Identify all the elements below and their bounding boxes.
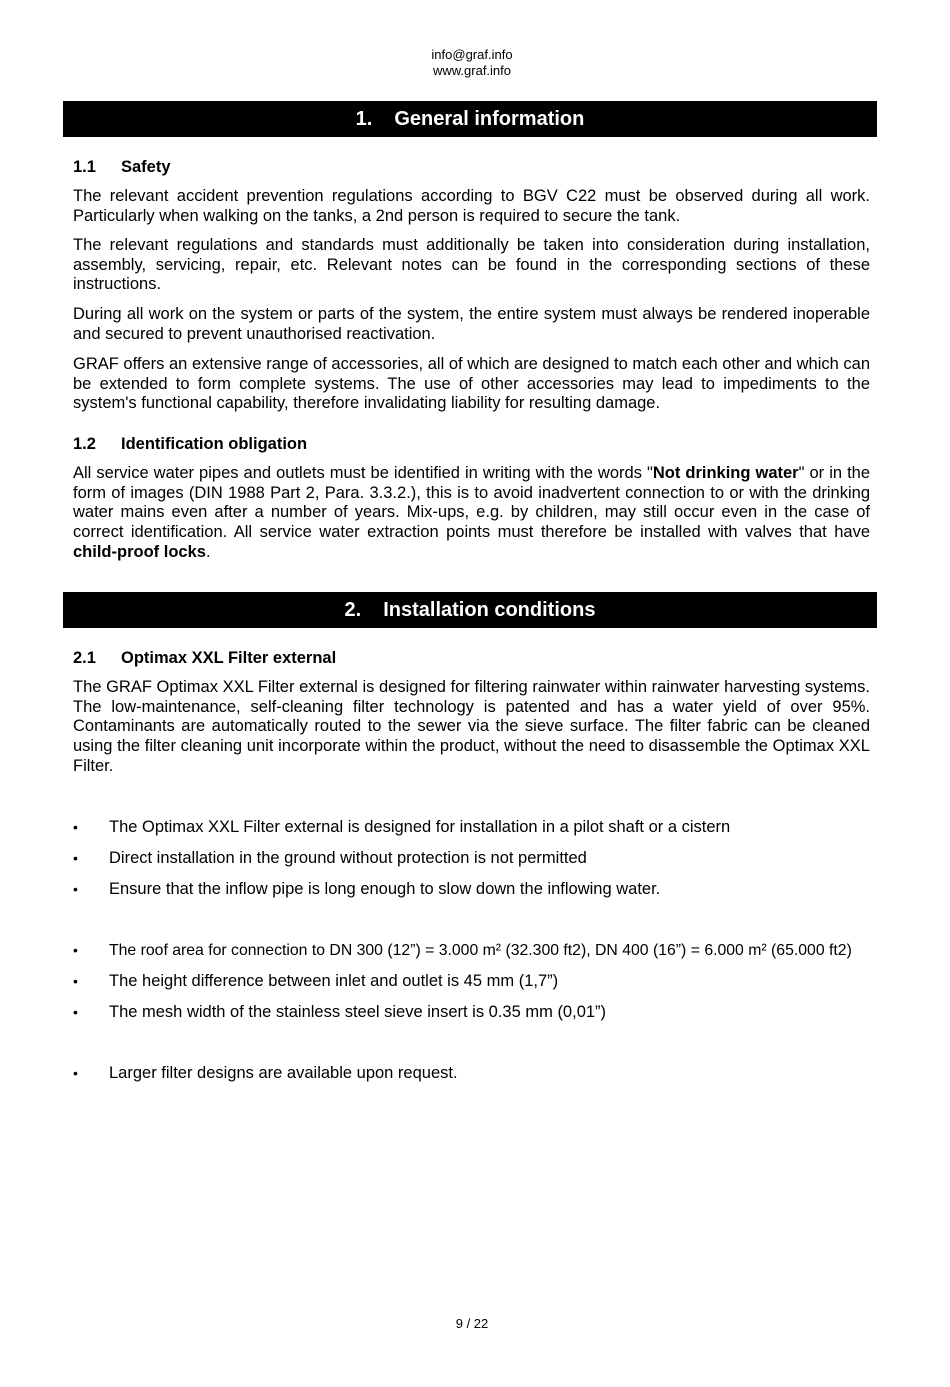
page-number: 9 / 22 (455, 1316, 489, 1331)
subheading-safety (73, 157, 171, 177)
header-website: www.graf.info (432, 63, 512, 78)
subheading-title: Optimax XXL Filter external (121, 649, 337, 667)
subheading-title: Safety (121, 158, 171, 176)
header-email: info@graf.info (431, 47, 513, 62)
list-item (73, 1063, 458, 1083)
subheading-title: Identification obligation (121, 435, 308, 453)
safety-paragraph-3: During all work on the system or parts of the system, the entire system must always be rendered inoperable and secured to prevent unauthorised reactivation. (73, 305, 870, 343)
subheading-optimax-filter (73, 648, 336, 668)
list-item-text: The roof area for connection to DN 300 (12”) = 3.000 m² (32.300 ft2), DN 400 (16”) = 6.000 m² (65.000 ft2) (109, 942, 852, 959)
list-item-text: The mesh width of the stainless steel sieve insert is 0.35 mm (0,01”) (109, 1003, 607, 1021)
text-run: All service water pipes and outlets must be identified in writing with the words " (73, 464, 653, 482)
bullet-icon: • (73, 942, 78, 958)
list-item-text: Direct installation in the ground without protection is not permitted (109, 849, 587, 867)
subheading-number: 1.2 (73, 435, 96, 453)
section-number: 1. (355, 108, 373, 130)
subheading-number: 2.1 (73, 649, 96, 667)
list-item-text: The Optimax XXL Filter external is designed for installation in a pilot shaft or a cistern (109, 818, 731, 836)
list-item-text: Ensure that the inflow pipe is long enough to slow down the inflowing water. (109, 880, 661, 898)
list-item (73, 940, 852, 961)
bullet-icon: • (73, 1004, 78, 1020)
text-run: . (205, 542, 211, 561)
list-item-text: The height difference between inlet and outlet is 45 mm (1,7”) (109, 972, 559, 990)
section-heading-installation-conditions (63, 592, 877, 628)
list-item (73, 848, 587, 868)
bold-not-drinking-water: Not drinking water (652, 464, 799, 482)
list-item-text: Larger filter designs are available upon request. (109, 1064, 458, 1082)
bullet-icon: • (73, 850, 78, 866)
subheading-identification-obligation (73, 434, 307, 454)
bullet-icon: • (73, 973, 78, 989)
bullet-icon: • (73, 881, 78, 897)
bullet-icon: • (73, 819, 78, 835)
bullet-icon: • (73, 1065, 78, 1081)
safety-paragraph-2: The relevant regulations and standards must additionally be taken into consideration during installation, assembly, servicing, repair, etc. Relevant notes can be found in the corresponding sections of these instructions. (73, 236, 870, 294)
subheading-number: 1.1 (73, 158, 96, 176)
identification-paragraph (73, 464, 870, 563)
list-item (73, 817, 730, 837)
text-run: " or in the form of images (DIN 1988 Part 2, Para. 3.3.2.), this is to avoid inadvertent connection to or with the drinking water mains even after a number of years. Mix-ups, e.g. by children, may still occur even in the case of correct identification. All service water extraction points must therefore be installed with valves that have (73, 464, 871, 542)
bold-child-proof-locks: child-proof locks (73, 542, 206, 561)
section-number: 2. (344, 599, 362, 621)
list-item (73, 971, 558, 991)
list-item (73, 1002, 606, 1022)
safety-paragraph-1: The relevant accident prevention regulations according to BGV C22 must be observed during all work. Particularly when walking on the tanks, a 2nd person is required to secure the tank. (73, 187, 870, 225)
section-title: Installation conditions (383, 599, 596, 621)
section-title: General information (394, 108, 585, 130)
list-item (73, 879, 660, 899)
safety-paragraph-4: GRAF offers an extensive range of accessories, all of which are designed to match each other and which can be extended to form complete systems. The use of other accessories may lead to impediments to the system's functional capability, therefore invalidating liability for resulting damage. (73, 355, 870, 413)
section-heading-general-information (63, 101, 877, 137)
optimax-paragraph: The GRAF Optimax XXL Filter external is designed for filtering rainwater within rainwater harvesting systems. The low-maintenance, self-cleaning filter technology is patented and has a water yield of over 95%. Contaminants are automatically routed to the sewer via the sieve surface. The filter fabric can be cleaned using the filter cleaning unit incorporate within the product, without the need to disassemble the Optimax XXL Filter. (73, 678, 870, 775)
page-header (0, 47, 944, 79)
